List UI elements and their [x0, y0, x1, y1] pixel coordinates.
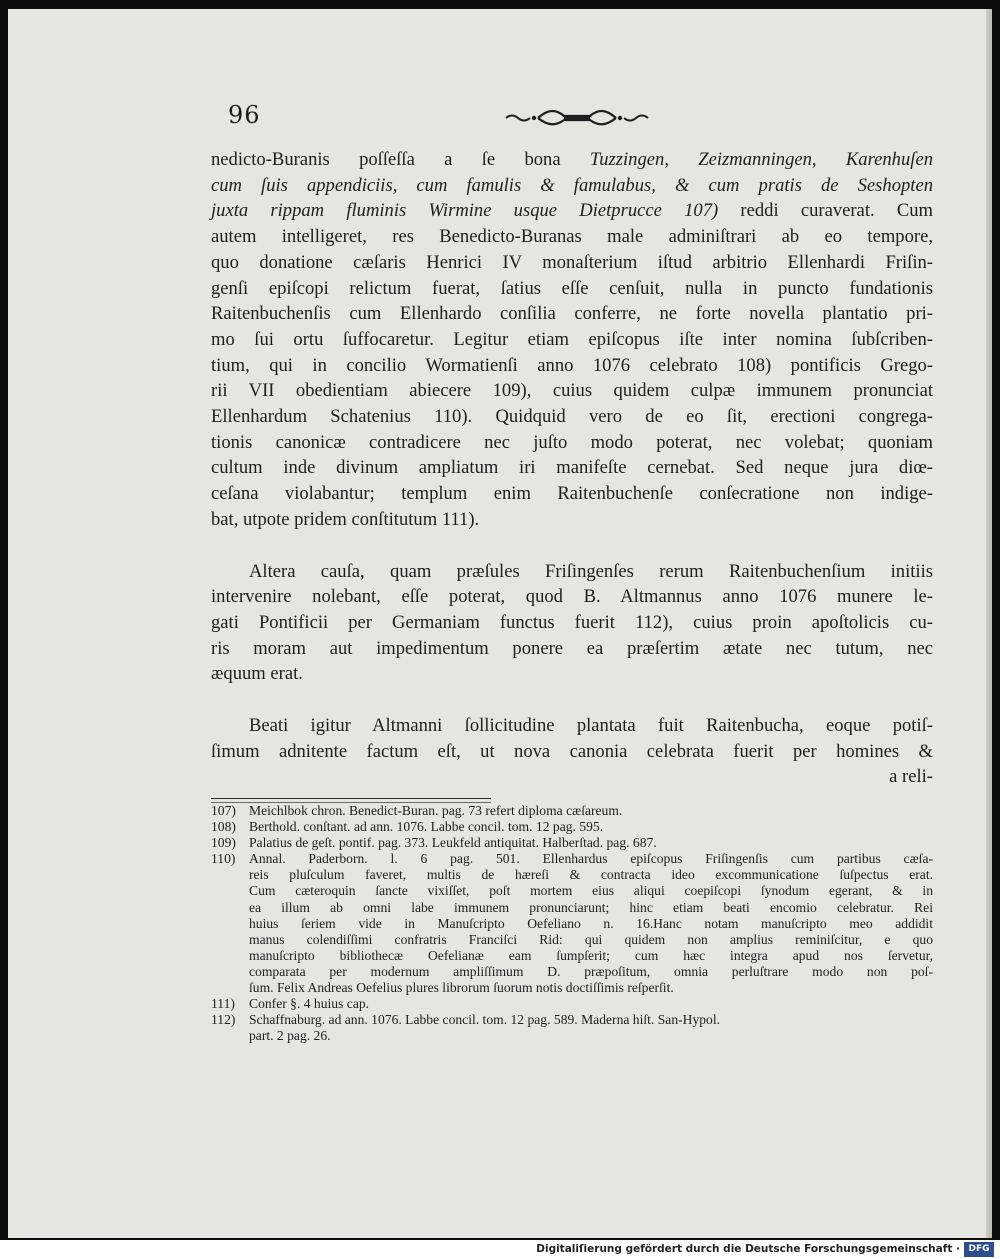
paragraph-gap	[211, 687, 933, 713]
footnote-text: Palatius de geſt. pontif. pag. 373. Leukfeld antiquitat. Halberſtad. pag. 687.	[249, 835, 657, 851]
footnote-text: Confer §. 4 huius cap.	[249, 996, 370, 1012]
page-edge	[986, 9, 992, 1238]
text-line: quo donatione cæſaris Henrici IV monaſterium iſtud arbitrio Ellenhardi Friſin-	[211, 251, 933, 273]
page-header	[222, 101, 942, 133]
text-place: Tuzzingen	[589, 149, 665, 170]
ornament-icon	[504, 107, 650, 127]
main-text	[211, 147, 933, 790]
text-line: rii VII obedientiam abiecere 109), cuius quidem culpæ immunem pronunciat	[211, 380, 933, 402]
footnote-number: 107)	[211, 803, 236, 818]
footnote-110-line: ea illum ab omni labe immunem pronunciarunt; hinc etiam beati encomio celebratur. Rei	[249, 899, 933, 915]
footnote-110-line: comparata per modernum ampliſſimum D. præpoſitum, omnia perluſtrare modo non poſ-	[249, 963, 933, 979]
footnote-110-line: manuſcripto bibliothecæ Oefelianæ eam ſumpſerit; cum hæc integra apud nos ſervetur,	[249, 947, 933, 963]
paragraph-gap	[211, 533, 933, 559]
page-number: 96	[228, 101, 261, 129]
footnote-110-line: reis pluſculum faveret, multis de hæreſi & contracta ideo excommunicatione ſuſpectus erat.	[249, 867, 933, 883]
footnote-text: Schaffnaburg. ad ann. 1076. Labbe concil. tom. 12 pag. 589. Maderna hiſt. San-Hypol.	[249, 1012, 721, 1028]
viewer-footer	[0, 1240, 1000, 1259]
footnote-110-line: ſum. Felix Andreas Oefelius plures librorum ſuorum notis doctiſſimis reſperſit.	[249, 980, 674, 996]
footnotes	[211, 803, 933, 1044]
footnote-number: 108)	[211, 819, 236, 835]
footnote-110-line: Cum cæteroquin ſancte vixiſſet, poſt mortem eius aliqui coepiſcopi ſynodum egerant, & in	[249, 883, 933, 899]
footnote-108	[211, 819, 933, 835]
text-line: tium, qui in concilio Wormatienſi anno 1076 celebrato 108) pontificis Grego-	[211, 354, 933, 376]
text-line: tionis canonicæ contradicere nec juſto modo poterat, nec volebat; quoniam	[211, 431, 933, 453]
text-line: Altera cauſa, quam præſules Friſingenſes rerum Raitenbuchenſium initiis	[249, 560, 933, 582]
footnote-number: 112)	[211, 1012, 236, 1028]
text-place: Karenhuſen	[845, 149, 933, 170]
text-plain: reddi curaverat. Cum	[740, 200, 934, 222]
footnote-111	[211, 996, 933, 1012]
footnote-text: Annal. Paderborn. l. 6 pag. 501. Ellenhardus epiſcopus Friſingenſis cum partibus cæſa-	[249, 851, 933, 867]
footnote-number: 109)	[211, 835, 236, 851]
text-line: Ellenhardum Schatenius 110). Quidquid vero de eo ſit, erectioni congrega-	[211, 406, 933, 428]
footnote-text: Berthold. conſtant. ad ann. 1076. Labbe concil. tom. 12 pag. 595.	[249, 819, 604, 835]
footnote-rule	[211, 798, 491, 799]
footnote-107	[211, 803, 933, 819]
text-place: Zeizmanningen	[698, 149, 812, 170]
footnote-112-line: part. 2 pag. 26.	[249, 1028, 331, 1044]
text-line: ſimum adnitente factum eſt, ut nova canonia celebrata fuerit per homines &	[211, 740, 933, 762]
footnote-110-line: huius ſeriem vide in Manuſcripto Oefeliano n. 16.Hanc notam manuſcripto meo addidit	[249, 915, 933, 931]
text-italic: juxta rippam fluminis Wirmine usque Dietprucce 107)	[211, 200, 719, 222]
dfg-logo-icon[interactable]	[964, 1242, 994, 1257]
funding-credit: Digitaliſierung gefördert durch die Deutsche Forschungsgemeinschaft ·	[536, 1243, 960, 1255]
text-line: Raitenbuchenſis cum Ellenhardo conſilia conferre, ne forte novella plantatio pri-	[211, 303, 933, 325]
text-line: autem intelligeret, res Benedicto-Buranas male adminiſtrari ab eo tempore,	[211, 226, 933, 248]
text-line: gati Pontificii per Germaniam functus fuerit 112), cuius proin apoſtolicis cu-	[211, 611, 933, 633]
footnote-112	[211, 1012, 933, 1028]
text-line: ris moram aut impedimentum ponere ea præſertim ætate nec tutum, nec	[211, 637, 933, 659]
funding-credit-text: Digitaliſierung gefördert durch die Deutsche Forschungsgemeinschaft	[536, 1243, 953, 1255]
text-line: nedicto-Buranis poſſeſſa a ſe bona Tuzzingen, Zeizmanningen, Karenhuſen	[211, 149, 933, 170]
text-line: æquum erat.	[211, 663, 303, 685]
catchword: a reli-	[889, 766, 933, 788]
footnote-number: 111)	[211, 996, 235, 1012]
text-line: intervenire nolebant, eſſe poterat, quod B. Altmannus anno 1076 munere le-	[211, 586, 933, 608]
text-line: bat, utpote pridem conſtitutum 111).	[211, 508, 480, 530]
text-line: mo ſui ortu ſuffocaretur. Legitur etiam epiſcopus iſte inter nomina ſubſcriben-	[211, 328, 933, 350]
footnote-110	[211, 851, 933, 867]
footnote-110-line: manus colendiſſimi confratris Franciſci Rid: qui quidem non amplius reminiſcitur, e quo	[249, 931, 933, 947]
text-italic: cum ſuis appendiciis, cum famulis & famulabus, & cum pratis de Seshopten	[211, 174, 933, 196]
dfg-logo-text: DFG	[968, 1244, 990, 1254]
text-line	[211, 173, 933, 199]
text-line	[211, 198, 933, 224]
footnote-text: Meichlbok chron. Benedict-Buran. pag. 73 refert diploma cæſareum.	[249, 803, 623, 818]
text-line: cultum inde divinum ampliatum iri manifeſte cernebat. Sed neque jura diœ-	[211, 457, 933, 479]
text-line: Beati igitur Altmanni ſollicitudine plantata fuit Raitenbucha, eoque potiſ-	[249, 715, 933, 737]
footnote-number: 110)	[211, 851, 236, 867]
text-line: genſi epiſcopi relictum fuerat, ſatius eſſe cenſuit, nulla in puncto fundationis	[211, 277, 933, 299]
scanned-page	[8, 9, 992, 1238]
footnote-109	[211, 835, 933, 851]
text-line: ceſana violabantur; templum enim Raitenbuchenſe conſecratione non indige-	[211, 483, 933, 505]
